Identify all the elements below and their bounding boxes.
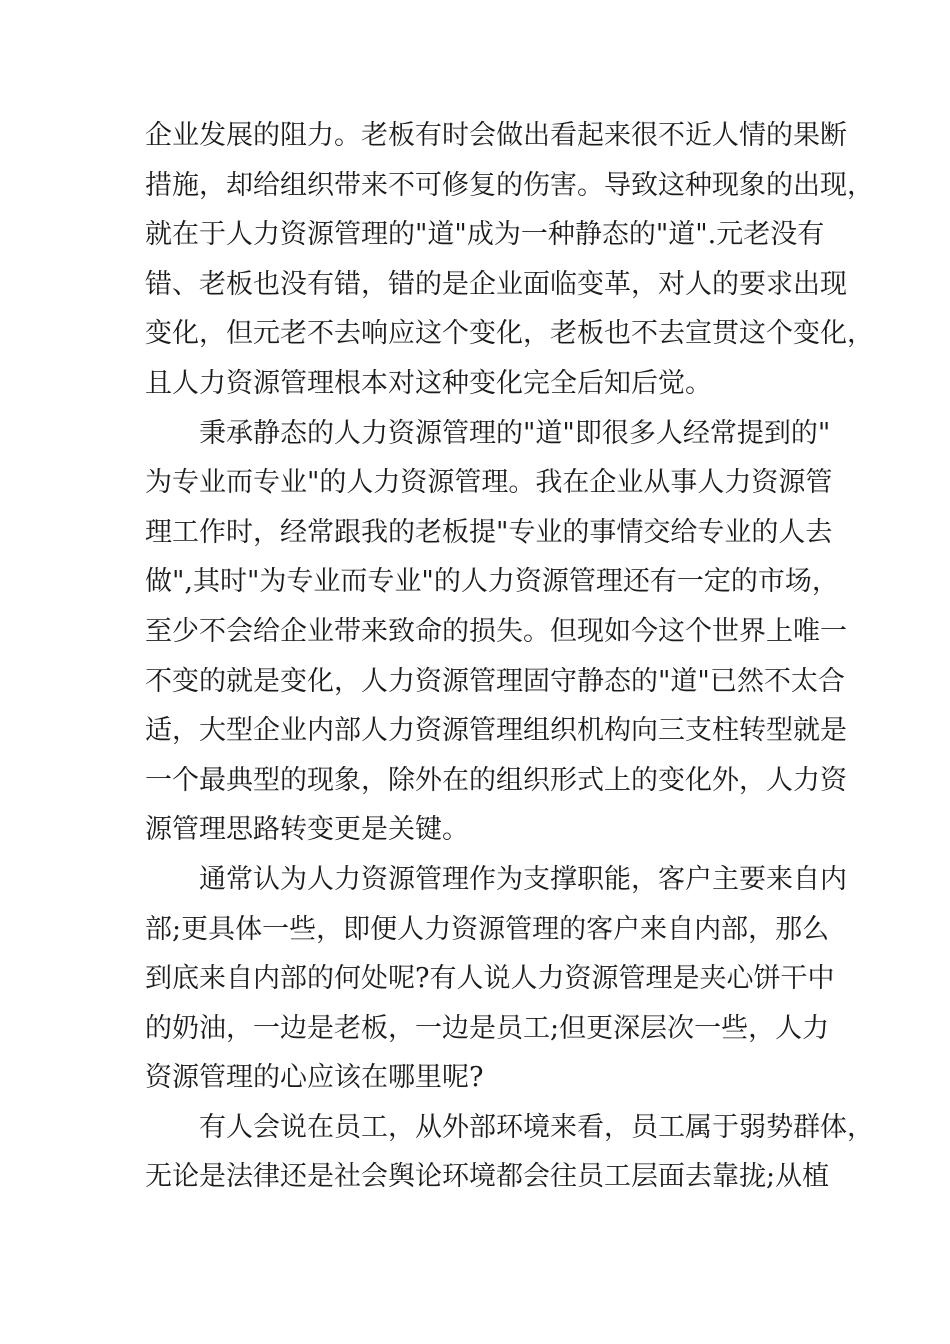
text-line: 通常认为人力资源管理作为支撑职能，客户主要来自内 <box>199 863 847 895</box>
text-line: 至少不会给企业带来致命的损失。但现如今这个世界上唯一 <box>145 615 847 647</box>
text-line: 的奶油，一边是老板，一边是员工;但更深层次一些，人力 <box>145 1012 830 1044</box>
text-line: 为专业而专业"的人力资源管理。我在企业从事人力资源管 <box>145 467 833 499</box>
text-line: 秉承静态的人力资源管理的"道"即很多人经常提到的" <box>199 417 831 449</box>
text-line: 措施，却给组织带来不可修复的伤害。导致这种现象的出现， <box>145 169 874 201</box>
text-line: 一个最典型的现象，除外在的组织形式上的变化外，人力资 <box>145 764 847 796</box>
text-line: 变化，但元老不去响应这个变化，老板也不去宣贯这个变化， <box>145 318 874 350</box>
text-line: 就在于人力资源管理的"道"成为一种静态的"道".元老没有 <box>145 219 825 251</box>
text-line: 做",其时"为专业而专业"的人力资源管理还有一定的市场， <box>145 566 839 598</box>
text-line: 资源管理的心应该在哪里呢? <box>145 1062 484 1094</box>
text-line: 理工作时，经常跟我的老板提"专业的事情交给专业的人去 <box>145 516 833 548</box>
text-line: 部;更具体一些，即便人力资源管理的客户来自内部，那么 <box>145 913 830 945</box>
text-line: 不变的就是变化，人力资源管理固守静态的"道"已然不太合 <box>145 665 845 697</box>
paragraph-3 <box>145 855 847 1103</box>
text-line: 源管理思路转变更是关键。 <box>145 814 469 846</box>
document-body <box>145 111 874 1202</box>
paragraph-1 <box>145 111 874 409</box>
text-line: 错、老板也没有错，错的是企业面临变革，对人的要求出现 <box>145 268 847 300</box>
paragraph-2 <box>145 409 847 855</box>
text-line: 有人会说在员工，从外部环境来看，员工属于弱势群体， <box>199 1111 874 1143</box>
text-line: 到底来自内部的何处呢?有人说人力资源管理是夹心饼干中 <box>145 963 835 995</box>
text-line: 适，大型企业内部人力资源管理组织机构向三支柱转型就是 <box>145 715 847 747</box>
text-line: 无论是法律还是社会舆论环境都会往员工层面去靠拢;从植 <box>145 1161 830 1193</box>
text-line: 企业发展的阻力。老板有时会做出看起来很不近人情的果断 <box>145 120 847 151</box>
text-line: 且人力资源管理根本对这种变化完全后知后觉。 <box>145 367 712 399</box>
paragraph-4 <box>145 1103 874 1202</box>
